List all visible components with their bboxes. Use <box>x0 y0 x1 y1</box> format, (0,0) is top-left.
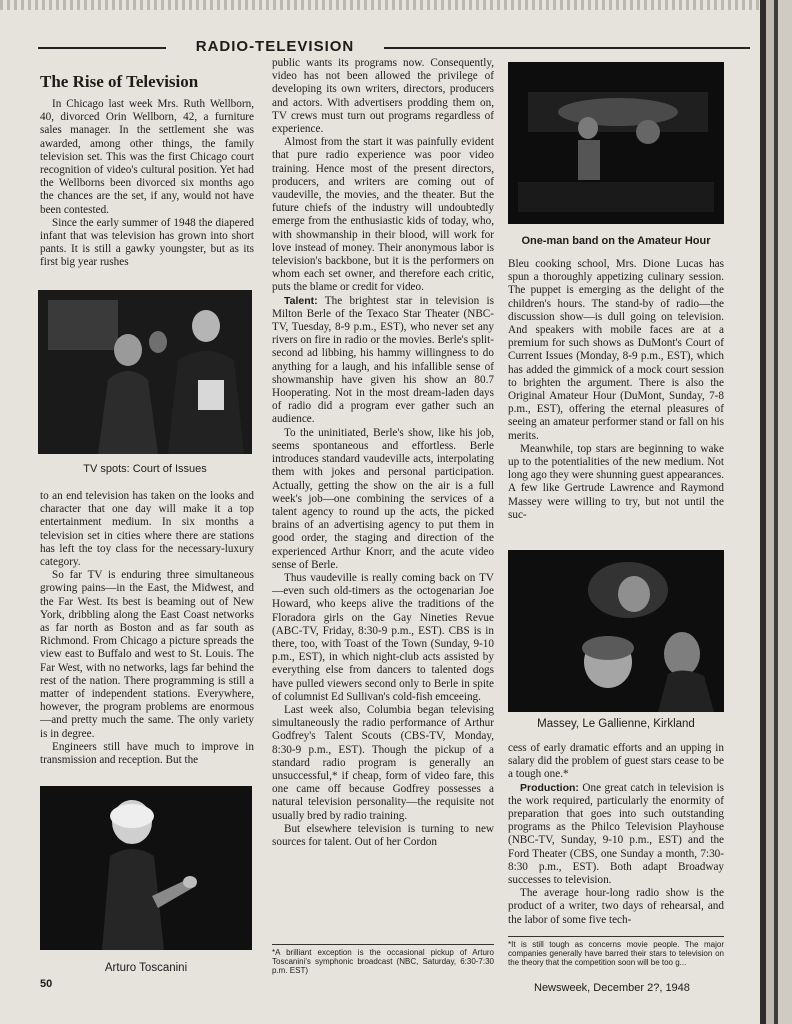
paragraph: to an end television has taken on the looks and character that one day will make it a top entertainment medium. In six months a television set in cities where there are stations has left the toy class for the necessary-luxury category. <box>40 490 254 569</box>
paragraph: But elsewhere television is turning to new sources for talent. Out of her Cordon <box>272 822 494 848</box>
paragraph: Engineers still have much to improve in transmission and reception. But the <box>40 740 254 767</box>
column-2 <box>272 57 494 849</box>
header-rule-left <box>38 47 166 49</box>
caption-massey: Massey, Le Gallienne, Kirkland <box>537 718 695 730</box>
caption-court: TV spots: Court of Issues <box>83 463 207 475</box>
photo-court-of-issues <box>38 290 252 454</box>
photo-amateur-hour <box>508 62 724 224</box>
binding-edge <box>760 0 792 1024</box>
subhead-production: Production: <box>520 781 579 794</box>
paragraph: The average hour-long radio show is the product of a writer, two days of rehearsal, and the labor of some five tech- <box>508 887 724 926</box>
paragraph-talent <box>272 295 494 427</box>
column-3-top <box>508 258 724 522</box>
paragraph-text: One great catch in television is the work required, particularly the enormity of preparation that goes into such outstanding programs as the Philco Television Playhouse (NBC-TV, Sunday, 9-10 p.m., EST) and the Ford Theater (CBS, one Sunday a month, 7:30-8:30 p.m., EST). Both adapt Broadway successes to television. <box>508 781 724 887</box>
paragraph: cess of early dramatic efforts and an upping in salary did the problem of guest stars cease to be a tough one.* <box>508 742 724 781</box>
paragraph-text: The brightest star in television is Milton Berle of the Texaco Star Theater (NBC-TV, Tuesday, 8-9 p.m., EST), who never set any rivers on fire in radio or the movies. Berle's split-second ad libbing, his hammy willingness to do anything for a laugh, and his infallible sense of showmanship have given his show an 80.7 Hooperating. Not in the most dream-laden days of radio did a program ever gather such an audience. <box>272 294 494 426</box>
paragraph-production <box>508 782 724 888</box>
section-header <box>38 38 750 56</box>
column-3-bottom <box>508 742 724 927</box>
page-number: 50 <box>40 978 53 990</box>
subhead-talent: Talent: <box>284 294 318 307</box>
column-1-mid <box>40 490 254 767</box>
paragraph: Last week also, Columbia began televising simultaneously the radio performance of Arthur Godfrey's Talent Scouts (CBS-TV, Monday, 8:30-9 p.m., EST). Though the pickup of a standard radio program is generally an unsuccessful,* if cheap, form of video fare, this one came off because Godfrey possesses a natural television personality—the requisite not usually bred by radio training. <box>272 703 494 822</box>
scan-edge-noise <box>0 0 760 10</box>
photo-toscanini <box>40 786 252 950</box>
caption-toscanini: Arturo Toscanini <box>104 962 188 974</box>
paragraph: public wants its programs now. Consequently, video has not been allowed the privilege of developing its own writers, directors, producers and actors. With advertisers prodding them on, TV crews must turn out programs regardless of experience. <box>272 57 494 136</box>
footnote-toscanini: *A brilliant exception is the occasional pickup of Arturo Toscanini's symphonic broadcast (NBC, Saturday, 6:30-7:30 p.m. EST) <box>272 944 494 975</box>
paragraph: So far TV is enduring three simultaneous growing pains—in the East, the Midwest, and the Far West. Its best is beaming out of New York, dribbling along the East Coast networks as far north as Boston and as far south as Richmond. From Chicago a picture spreads the view east to Buffalo and west to St. Louis. The Far West, with no networks, lags far behind the rest of the nation. There programming is still a matter of independent stations. Everywhere, however, the program problems are enormous—and pretty much the same. The only variety is in degree. <box>40 569 254 740</box>
photo-massey-le-gallienne-kirkland <box>508 550 724 712</box>
paragraph: Meanwhile, top stars are beginning to wake up to the potentialities of the new medium. Not long ago they were shunning guest appearances. A few like Gertrude Lawrence and Raymond Massey were willing to try, but not until the suc- <box>508 442 724 521</box>
paragraph: Since the early summer of 1948 the diapered infant that was television has grown into short pants. It is still a gawky youngster, but as its first big year rushes <box>40 216 254 269</box>
column-1-top <box>40 72 254 270</box>
paragraph: Bleu cooking school, Mrs. Dione Lucas has spun a thoroughly appetizing culinary session. The puppet is emerging as the delight of the children's hours. The stand-by of radio—the discussion show—is dull going on television. And speakers with mobile faces are at a premium for such shows as DuMont's Court of Current Issues (Monday, 8-9 p.m., EST), which has added the gimmick of a mock court session to brighten the argument. There is also the Original Amateur Hour (DuMont, Sunday, 7-8 p.m., EST), offering the eternal pleasures of seeing an amateur performer stand or fall on his merits. <box>508 258 724 442</box>
paragraph: Almost from the start it was painfully evident that pure radio experience was poor video training. Hence most of the present directors, producers, and writers are coming out of vaudeville, the movies, and the theater. But the future chiefs of the industry will undoubtedly emerge from the enthusiastic kids of today, who, with showmanship in their blood, will work for love instead of money. Their anonymous labor is television's backbone, but it is the performers on whom each set owner, and therefore each critic, puts the blame or credit for video. <box>272 136 494 294</box>
footnote-movie-people: *It is still tough as concerns movie people. The major companies generally have barred their stars to television on the theory that the competition soon will be too g... <box>508 936 724 967</box>
section-title: RADIO-TELEVISION <box>195 38 355 55</box>
paragraph: Thus vaudeville is really coming back on TV—even such old-timers as the octogenarian Joe Howard, who keeps alive the traditions of the Floradora girls on the Gay Nineties Revue (ABC-TV, Friday, 8:30-9 p.m., EST). CBS is in there, too, with Toast of the Town (Sunday, 9-10 p.m., EST), in which night-club acts assisted by everything else from dancers to talented dogs have pulled viewers second only to Berle in spite of columnist Ed Sullivan's cold-fish emceeing. <box>272 571 494 703</box>
paragraph: To the uninitiated, Berle's show, like his job, seems spontaneous and effortless. Berle introduces standard vaudeville acts, interpolating them with jokes and personal participation. Actually, getting the show on the air is a full week's job—one combining the services of a talent agency to round up the acts, the picked brains of an advertising agency to put them in good order, the staging and direction of the experienced Arthur Knorr, and the acute video sense of Berle. <box>272 426 494 571</box>
header-rule-right <box>384 47 750 49</box>
caption-amateur-hour: One-man band on the Amateur Hour <box>521 235 711 247</box>
footer-source: Newsweek, December 2?, 1948 <box>534 982 690 994</box>
article-headline: The Rise of Television <box>40 72 199 91</box>
paragraph: In Chicago last week Mrs. Ruth Wellborn, 40, divorced Orin Wellborn, 42, a furniture sales manager. In the settlement she was awarded, among other things, the family television set. This was the first Chicago court recognition of video's cultural position. Yet had the Wellborns been divorced six months ago the chances are the set, if any, would not have been contested. <box>40 98 254 216</box>
